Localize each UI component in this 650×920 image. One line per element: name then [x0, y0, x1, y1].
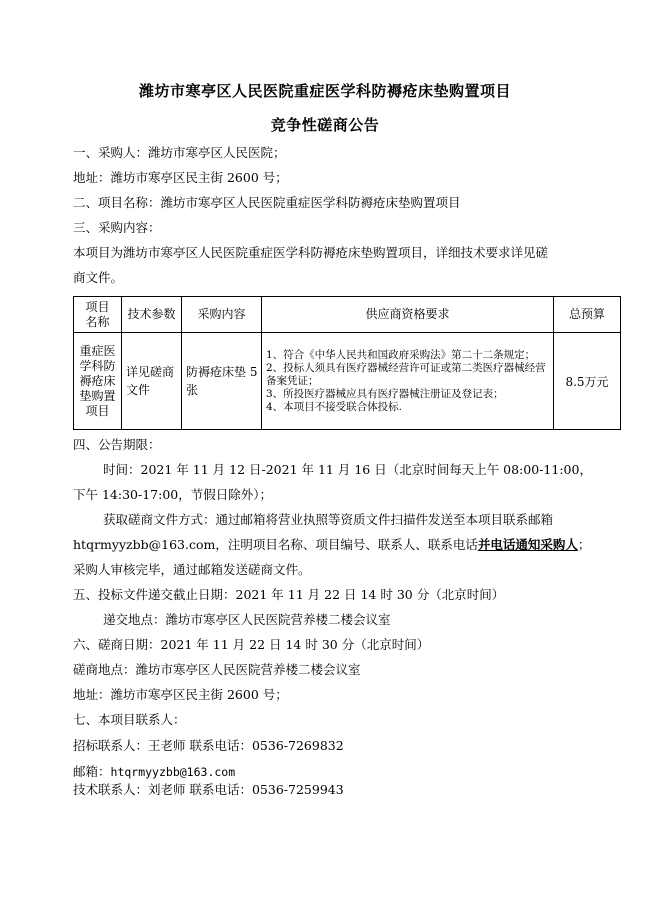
consultation-location: 磋商地点：潍坊市寒亭区人民医院营养楼二楼会议室 — [73, 662, 361, 677]
requirement-item: 4、本项目不接受联合体投标. — [266, 400, 403, 413]
requirement-item: 2、投标人须具有医疗器械经营许可证或第二类医疗器械经营备案凭证； — [266, 361, 546, 387]
procurement-desc-line1: 本项目为潍坊市寒亭区人民医院重症医学科防褥疮床垫购置项目，详细技术要求详见磋 — [73, 245, 549, 260]
consultation-date: 六、磋商日期：2021 年 11 月 22 日 14 时 30 分（北京时间） — [73, 637, 430, 652]
procurement-table — [73, 296, 621, 430]
procurement-heading: 三、采购内容： — [73, 220, 161, 235]
cell-tech-params: 详见磋商文件 — [122, 333, 182, 430]
cell-project-name: 重症医学科防褥疮床垫购置项目 — [74, 333, 122, 430]
document-title: 潍坊市寒亭区人民医院重症医学科防褥疮床垫购置项目 — [138, 82, 511, 100]
obtain-docs-line2: htqrmyyzbb@163.com，注明项目名称、项目编号、联系人、联系电话并电话通知采购人； — [73, 537, 591, 552]
period-time-line1: 时间：2021 年 11 月 12 日-2021 年 11 月 16 日（北京时间每天上午 08:00-11:00， — [103, 462, 592, 477]
email-line: 邮箱：htqrmyyzbb@163.com — [73, 764, 236, 779]
period-time-line2: 下午 14:30-17:00，节假日除外）； — [73, 487, 272, 502]
obtain-docs-line3: 采购人审核完毕，通过邮箱发送磋商文件。 — [73, 562, 311, 577]
cell-qualification — [262, 333, 554, 430]
header-content: 采购内容 — [182, 297, 262, 333]
period-heading: 四、公告期限： — [73, 437, 161, 452]
submission-location: 递交地点：潍坊市寒亭区人民医院营养楼二楼会议室 — [103, 612, 391, 627]
purchaser-line: 一、采购人：潍坊市寒亭区人民医院； — [73, 145, 286, 160]
cell-budget: 8.5万元 — [554, 333, 621, 430]
document-subtitle: 竞争性磋商公告 — [270, 116, 380, 134]
email-address: htqrmyyzbb@163.com — [110, 765, 236, 779]
procurement-desc-line2: 商文件。 — [73, 270, 124, 285]
purchaser-address: 地址：潍坊市寒亭区民主街 2600 号； — [73, 170, 288, 185]
header-budget: 总预算 — [554, 297, 621, 333]
header-tech-params: 技术参数 — [122, 297, 182, 333]
contacts-heading: 七、本项目联系人： — [73, 712, 186, 727]
table-header-row — [74, 297, 621, 333]
consultation-address: 地址：潍坊市寒亭区民主街 2600 号； — [73, 687, 288, 702]
tech-contact: 技术联系人：刘老师 联系电话：0536-7259943 — [73, 782, 344, 797]
emphasis-notify: 并电话通知采购人 — [477, 537, 578, 552]
table-row — [74, 333, 621, 430]
deadline-line: 五、投标文件递交截止日期：2021 年 11 月 22 日 14 时 30 分（北京时间） — [73, 587, 505, 602]
bid-contact: 招标联系人：王老师 联系电话：0536-7269832 — [73, 738, 344, 753]
obtain-docs-line1: 获取磋商文件方式：通过邮箱将营业执照等资质文件扫描件发送至本项目联系邮箱 — [103, 512, 554, 527]
header-project-name: 项目 名称 — [74, 297, 122, 333]
header-qualification: 供应商资格要求 — [262, 297, 554, 333]
project-name-line: 二、项目名称：潍坊市寒亭区人民医院重症医学科防褥疮床垫购置项目 — [73, 195, 461, 210]
requirement-item: 3、所投医疗器械应具有医疗器械注册证及登记表； — [266, 387, 504, 400]
cell-content: 防褥疮床垫 5张 — [182, 333, 262, 430]
requirement-item: 1、符合《中华人民共和国政府采购法》第二十二条规定； — [266, 348, 536, 361]
